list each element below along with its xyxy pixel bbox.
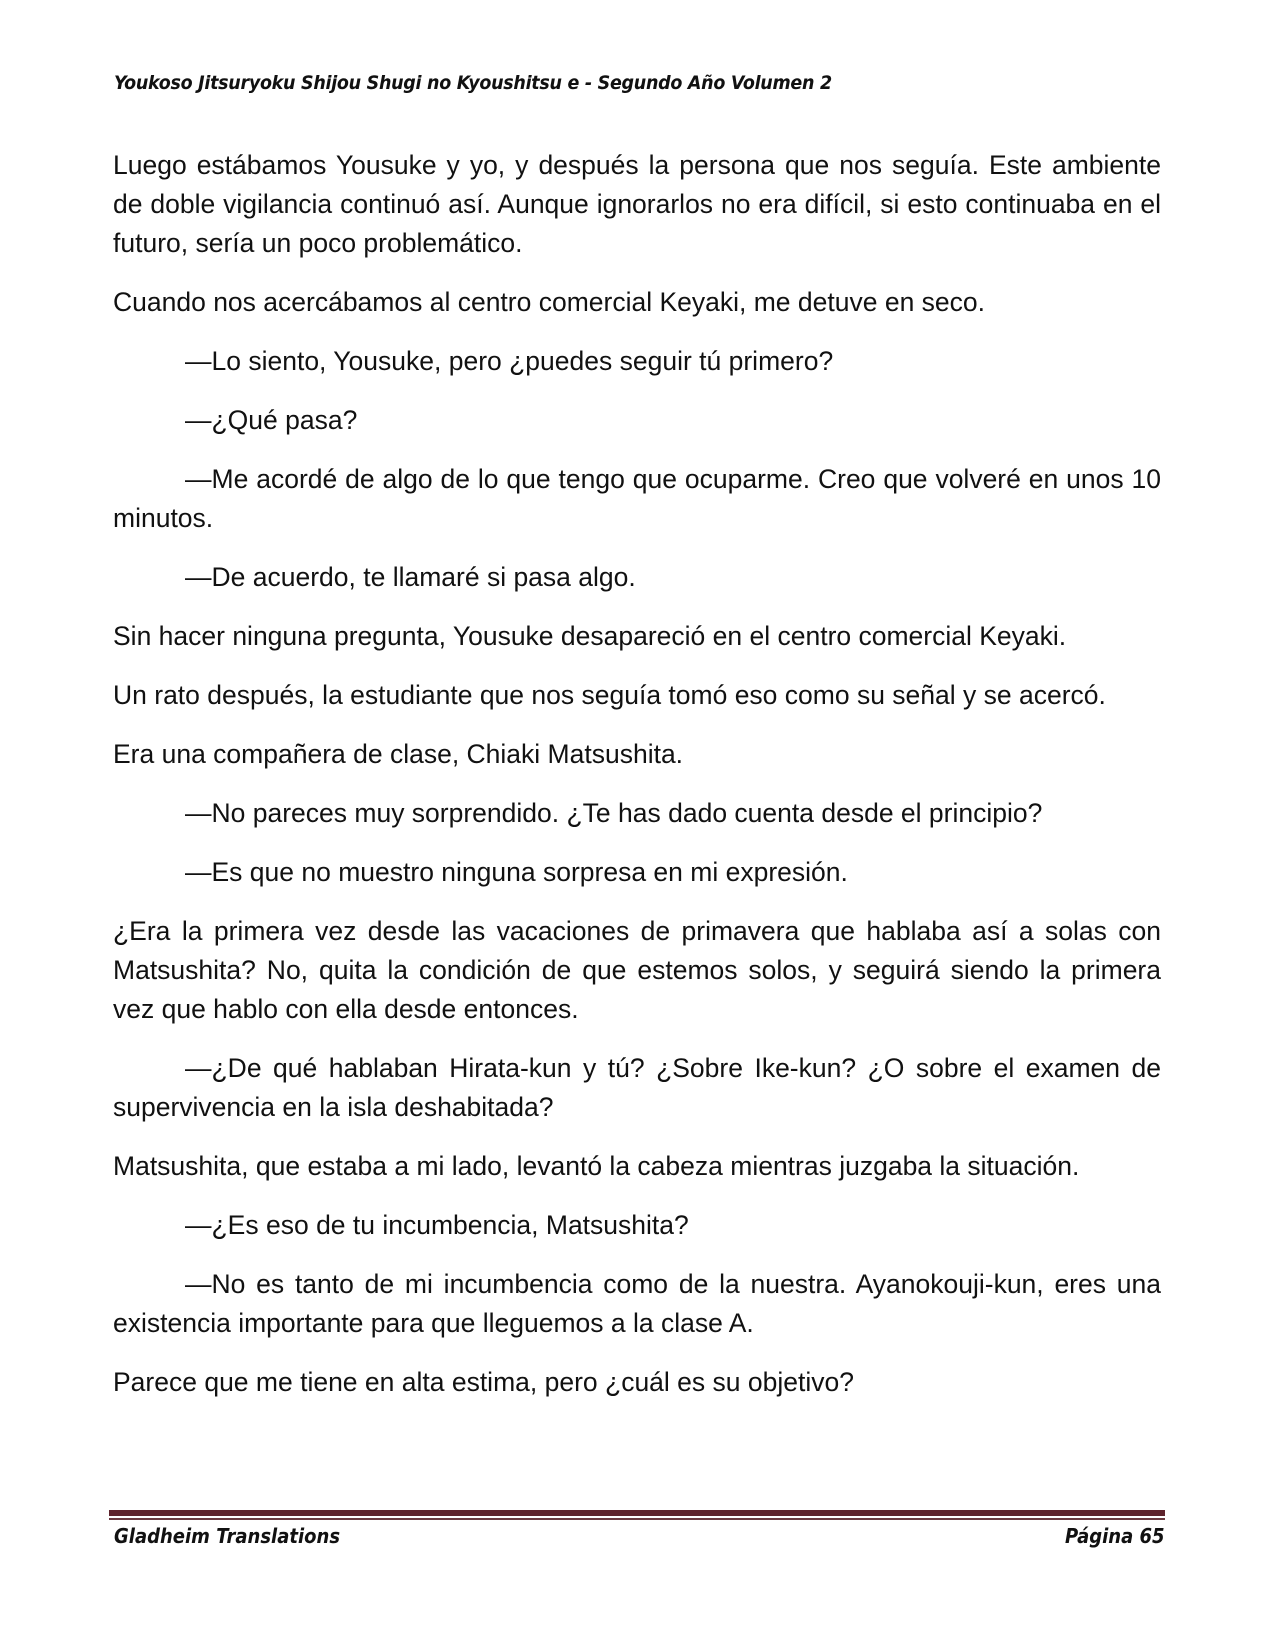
body-text xyxy=(113,146,1161,1422)
paragraph: Matsushita, que estaba a mi lado, levantó la cabeza mientras juzgaba la situación. xyxy=(113,1151,1080,1181)
running-header: Youkoso Jitsuryoku Shijou Shugi no Kyoushitsu e - Segundo Año Volumen 2 xyxy=(114,72,832,94)
dialog-line: —¿De qué hablaban Hirata-kun y tú? ¿Sobre Ike-kun? ¿O sobre el examen de supervivencia en la isla deshabitada? xyxy=(113,1053,1161,1122)
dialog-line: —De acuerdo, te llamaré si pasa algo. xyxy=(185,562,636,592)
paragraph: Un rato después, la estudiante que nos seguía tomó eso como su señal y se acercó. xyxy=(113,680,1106,710)
dialog-line: —No es tanto de mi incumbencia como de la nuestra. Ayanokouji-kun, eres una existencia importante para que lleguemos a la clase A. xyxy=(113,1269,1161,1338)
dialog-line: —No pareces muy sorprendido. ¿Te has dado cuenta desde el principio? xyxy=(185,798,1043,828)
dialog-line: —¿Qué pasa? xyxy=(185,405,358,435)
dialog-line: —Lo siento, Yousuke, pero ¿puedes seguir tú primero? xyxy=(185,346,834,376)
paragraph: Luego estábamos Yousuke y yo, y después la persona que nos seguía. Este ambiente de doble vigilancia continuó así. Aunque ignorarlos no era difícil, si esto continuaba en el futuro, sería un poco problemático. xyxy=(113,150,1161,258)
paragraph: Cuando nos acercábamos al centro comercial Keyaki, me detuve en seco. xyxy=(113,287,986,317)
footer-credit: Gladheim Translations xyxy=(114,1524,341,1548)
paragraph: Sin hacer ninguna pregunta, Yousuke desapareció en el centro comercial Keyaki. xyxy=(113,621,1067,651)
page-number: Página 65 xyxy=(1065,1524,1165,1548)
dialog-line: —Me acordé de algo de lo que tengo que ocuparme. Creo que volveré en unos 10 minutos. xyxy=(113,464,1161,533)
paragraph: Parece que me tiene en alta estima, pero ¿cuál es su objetivo? xyxy=(113,1367,854,1397)
footer-divider xyxy=(109,1510,1165,1520)
dialog-line: —Es que no muestro ninguna sorpresa en mi expresión. xyxy=(185,857,848,887)
paragraph: Era una compañera de clase, Chiaki Matsushita. xyxy=(113,739,684,769)
dialog-line: —¿Es eso de tu incumbencia, Matsushita? xyxy=(185,1210,689,1240)
paragraph: ¿Era la primera vez desde las vacaciones de primavera que hablaba así a solas con Matsushita? No, quita la condición de que estemos solos, y seguirá siendo la primera vez que hablo con ella desde entonces. xyxy=(113,916,1161,1024)
